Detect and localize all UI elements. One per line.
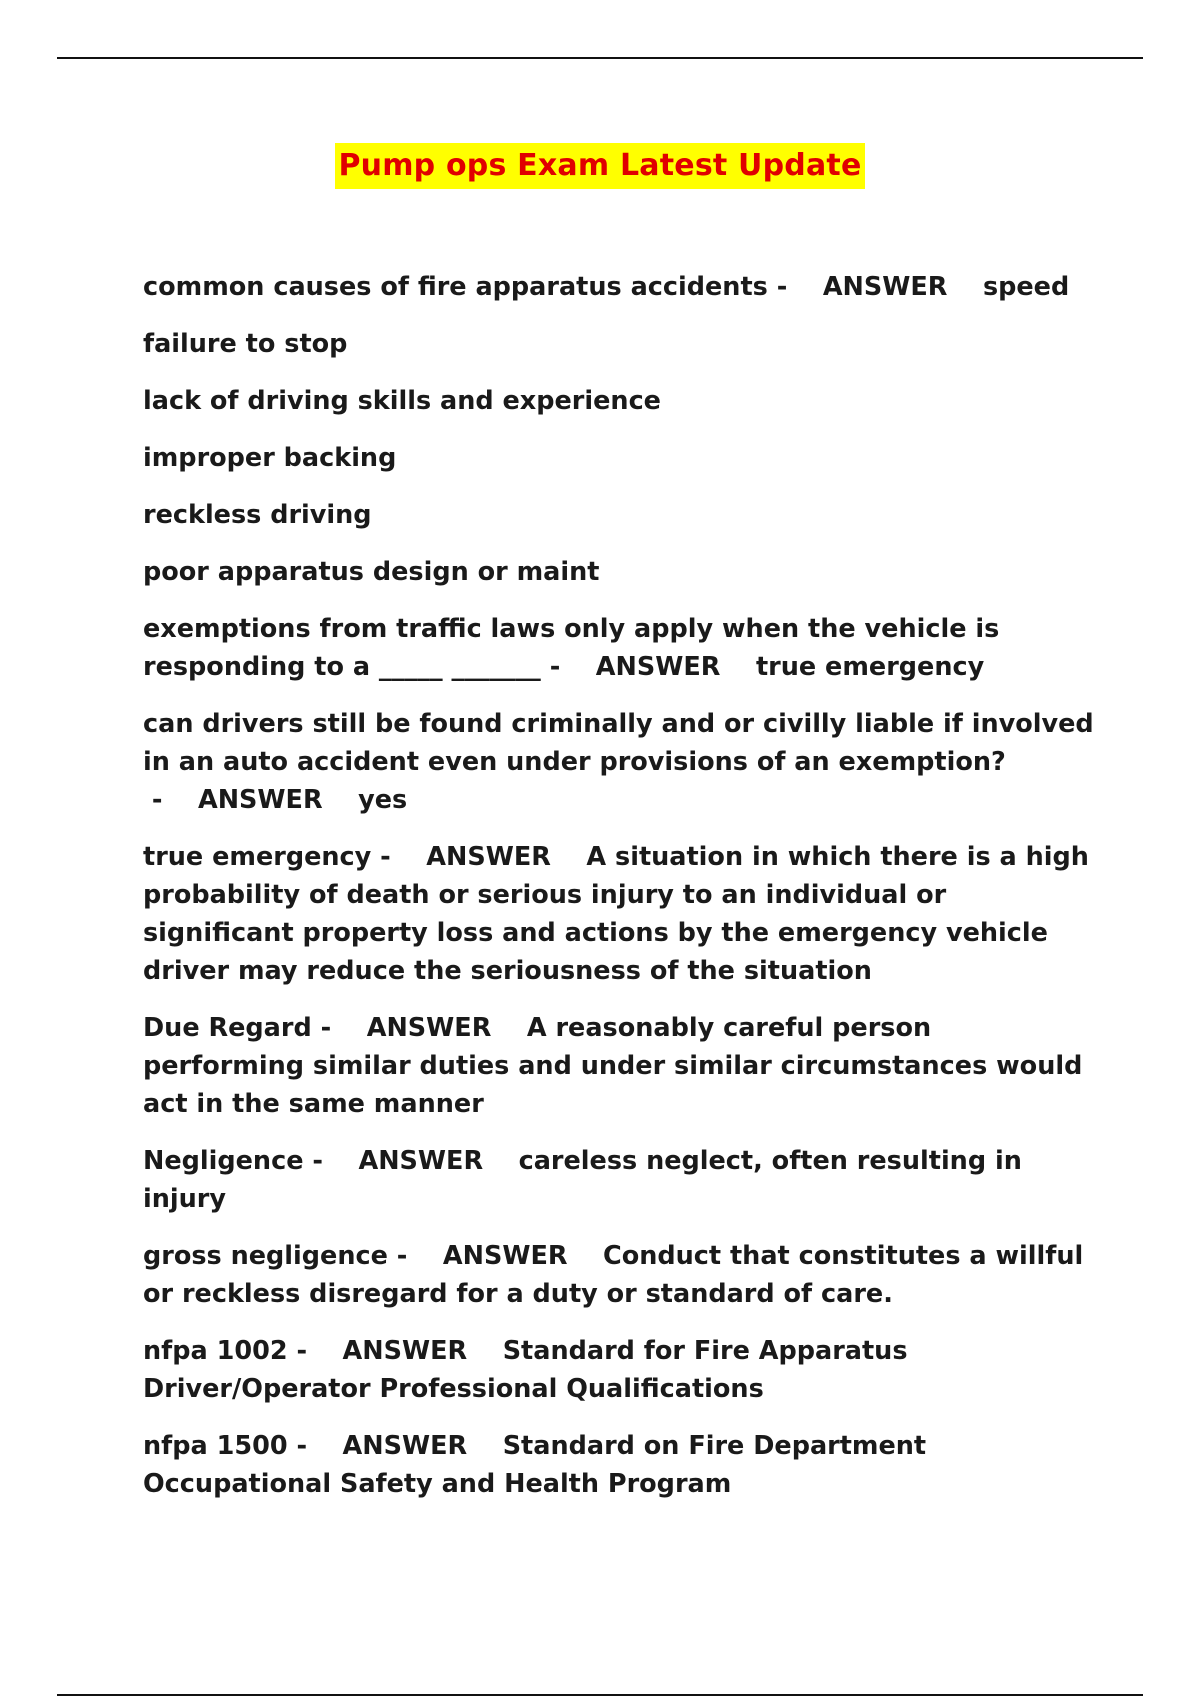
answer-label: ANSWER [442,1241,568,1271]
answer-label: ANSWER [197,785,323,815]
question-text: Negligence [143,1146,304,1176]
qa-entry [143,268,1098,306]
answer-text: careless neglect, often resulting in injury [143,1146,1022,1214]
top-rule [57,57,1143,59]
list-line: failure to stop [143,329,348,359]
qa-entry [143,705,1098,819]
list-line: reckless driving [143,500,372,530]
separator: - [287,1431,343,1461]
answer-label: ANSWER [342,1431,468,1461]
answer-text: Standard for Fire Apparatus Driver/Operator Professional Qualifications [143,1336,908,1404]
answer-text: true emergency [755,652,985,682]
answer-text: A reasonably careful person performing similar duties and under similar circumstances would act in the same manner [143,1013,1083,1119]
separator: - [387,1241,443,1271]
bottom-rule [57,1694,1143,1696]
qa-entry [143,1237,1098,1313]
question-text: true emergency [143,842,372,872]
answer-text: yes [358,785,408,815]
answer-text: A situation in which there is a high probability of death or serious injury to an individual or significant property loss and actions by the emergency vehicle driver may reduce the seriousness of the situation [143,842,1089,986]
answer-text: Standard on Fire Department Occupational Safety and Health Program [143,1431,927,1499]
question-text: gross negligence [143,1241,388,1271]
list-line: lack of driving skills and experience [143,386,661,416]
separator: - [540,652,596,682]
list-line: improper backing [143,443,397,473]
answer-label: ANSWER [358,1146,484,1176]
qa-entry [143,838,1098,990]
question-text: can drivers still be found criminally and or civilly liable if involved in an auto accident even under provisions of an exemption? [143,709,1094,777]
title-container [0,143,1200,189]
document-title: Pump ops Exam Latest Update [335,143,864,189]
answer-text: Conduct that constitutes a willful or reckless disregard for a duty or standard of care. [143,1241,1084,1309]
separator: - [143,785,198,815]
separator: - [767,272,823,302]
question-text: exemptions from traffic laws only apply when the vehicle is responding to a _____ _______ [143,614,1000,682]
separator: - [311,1013,367,1043]
answer-label: ANSWER [426,842,551,872]
answer-label: ANSWER [342,1336,468,1366]
separator: - [303,1146,359,1176]
separator: - [371,842,427,872]
list-line: poor apparatus design or maint [143,557,600,587]
qa-entry [143,610,1098,686]
question-text: nfpa 1500 [143,1431,288,1461]
qa-content [143,268,1098,1522]
qa-entry [143,1332,1098,1408]
separator: - [287,1336,343,1366]
answer-text: speed [982,272,1070,302]
qa-entry [143,1427,1098,1503]
question-text: nfpa 1002 [143,1336,288,1366]
answer-label: ANSWER [366,1013,492,1043]
qa-entry [143,1009,1098,1123]
question-text: common causes of fire apparatus accidents [143,272,768,302]
answer-label: ANSWER [595,652,721,682]
question-text: Due Regard [143,1013,312,1043]
answer-label: ANSWER [822,272,948,302]
qa-entry [143,1142,1098,1218]
